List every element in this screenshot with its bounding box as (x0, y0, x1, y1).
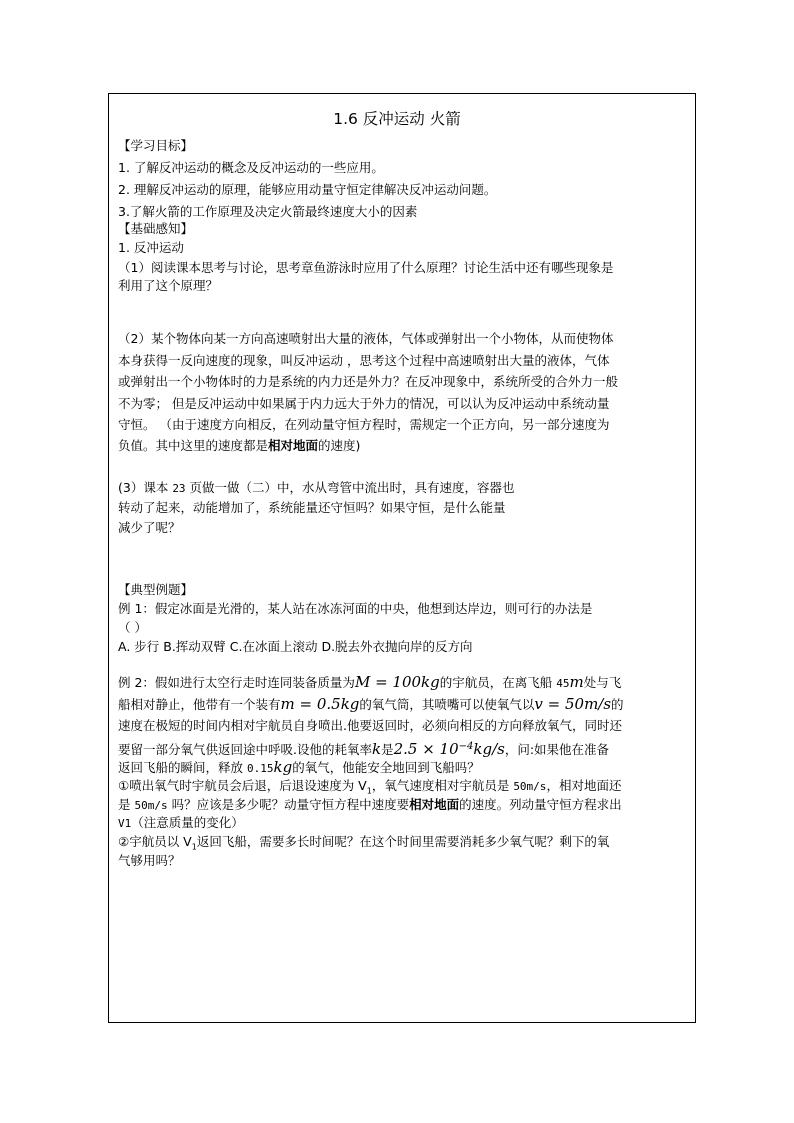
relative-ground-emphasis: 相对地面 (268, 438, 319, 453)
q3-line-1: (3）课本 23 页做一做（二）中，水从弯管中流出时，具有速度，容器也 (118, 480, 515, 495)
q1-line-1: （1）阅读课本思考与讨论，思考章鱼游泳时应用了什么原理？讨论生活中还有哪些现象是 (118, 260, 614, 275)
ex2-part2-line-1: ②宇航员以 $V_1$返回飞船，需要多长时间呢？在这个时间里需要消耗多少氧气呢？剩下的氧 (118, 834, 610, 852)
q2-line-6: 负值。其中这里的速度都是相对地面的速度) (118, 438, 361, 453)
document-frame (108, 93, 696, 1023)
q1-line-2: 利用了这个原理？ (118, 278, 219, 293)
examples-heading: 【典型例题】 (118, 582, 194, 597)
q2-line-5: 守恒。 （由于速度方向相反，在列动量守恒方程时，需规定一个正方向，另一部分速度为 (118, 417, 610, 432)
ex2-line-5: 返回飞船的瞬间，释放 0.15kg的氧气，他能安全地回到飞船吗？ (118, 758, 480, 776)
ex1-options: A. 步行 B.挥动双臂 C.在冰面上滚动 D.脱去外衣抛向岸的反方向 (118, 639, 473, 654)
ex2-line-1: 例 2：假如进行太空行走时连同装备质量为M = 100kg的宇航员，在离飞船 45m处与飞 (118, 673, 622, 691)
ex1-line-2: （ ） (118, 620, 147, 635)
ex2-part1-line-1: ①喷出氧气时宇航员会后退，后退设速度为 $V_1$，氧气速度相对宇航员是 50m/s，相对地面还 (118, 778, 622, 796)
goals-heading: 【学习目标】 (118, 138, 194, 153)
ex2-line-2: 船相对静止，他带有一个装有m = 0.5kg的氧气筒，其喷嘴可以使氧气以v = 50m/s的 (118, 695, 624, 713)
q2-line-4: 不为零； 但是反冲运动中如果属于内力远大于外力的情况，可以认为反冲运动中系统动量 (118, 396, 610, 411)
ex2-part2-line-2: 气够用吗？ (118, 853, 181, 868)
ex1-line-1: 例 1：假定冰面是光滑的，某人站在冰冻河面的中央，他想到达岸边，则可行的办法是 (118, 601, 593, 616)
ex2-part1-line-2: 是 50m/s 吗？应该是多少呢？动量守恒方程中速度要相对地面的速度。列动量守恒方程求出 (118, 797, 622, 812)
ex2-line-4: 要留一部分氧气供返回途中呼吸.设他的耗氧率k是$2.5 \times 10^{-4}kg/s$，问:如果他在准备 (118, 740, 610, 759)
goal-item-2: 2. 理解反冲运动的原理，能够应用动量守恒定律解决反冲运动问题。 (118, 182, 497, 197)
q2-line-1: （2）某个物体向某一方向高速喷射出大量的液体，气体或弹射出一个小物体，从而使物体 (118, 331, 614, 346)
basics-sub1: 1. 反冲运动 (118, 240, 184, 255)
mass-formula: M = 100kg (354, 673, 440, 691)
page-title: 1.6 反冲运动 火箭 (333, 110, 461, 128)
goal-item-1: 1. 了解反冲运动的概念及反冲运动的一些应用。 (118, 160, 384, 175)
q2-line-3: 或弹射出一个小物体时的力是系统的内力还是外力？在反冲现象中，系统所受的合外力一般 (118, 374, 619, 389)
q3-line-3: 减少了呢？ (118, 520, 181, 535)
q2-line-2: 本身获得一反向速度的现象，叫反冲运动 ，思考这个过程中高速喷射出大量的液体，气体 (118, 353, 610, 368)
ex2-line-3: 速度在极短的时间内相对宇航员自身喷出.他要返回时，必须向相反的方向释放氧气，同时还 (118, 718, 622, 733)
ex2-part1-line-3: V1（注意质量的变化） (118, 815, 244, 830)
goal-item-3: 3.了解火箭的工作原理及决定火箭最终速度大小的因素 (118, 204, 418, 219)
q3-line-2: 转动了起来，动能增加了，系统能量还守恒吗？如果守恒，是什么能量 (118, 500, 506, 515)
basics-heading: 【基础感知】 (118, 221, 194, 236)
